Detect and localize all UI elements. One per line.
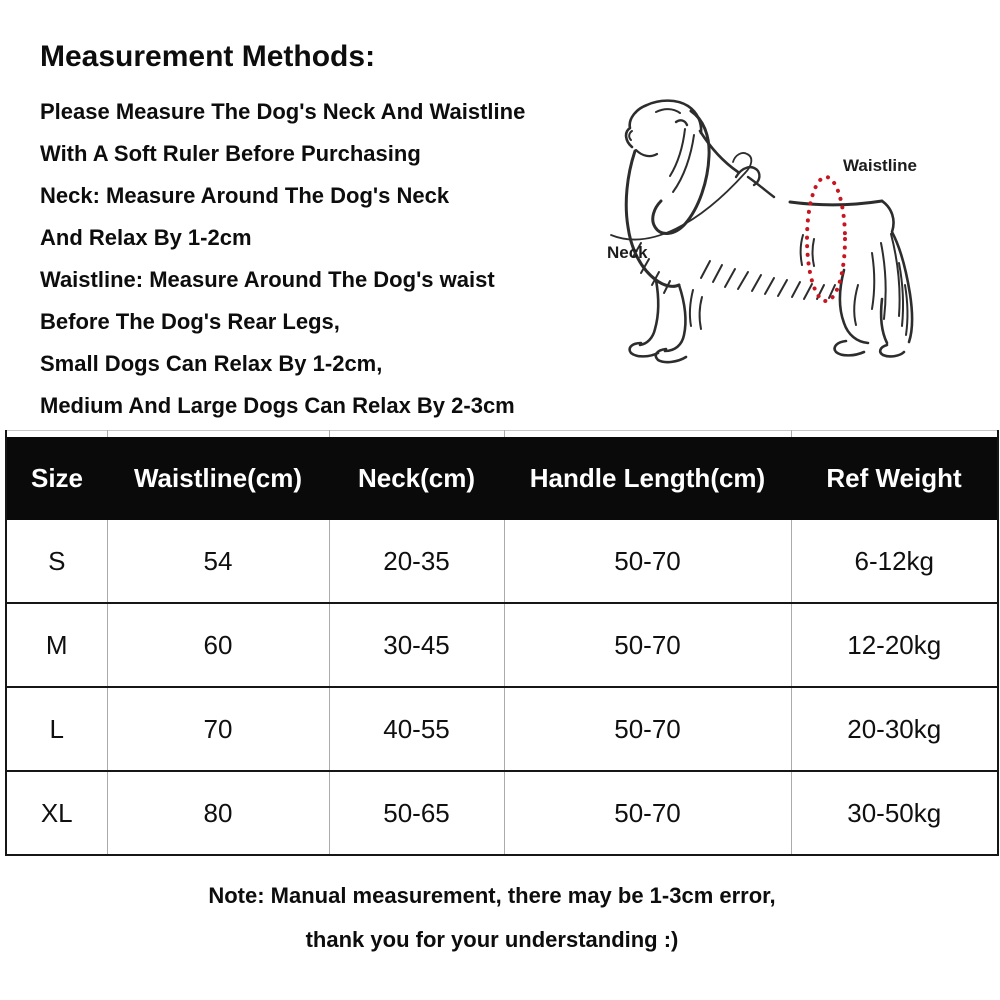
instruction-line: Waistline: Measure Around The Dog's waist: [40, 267, 495, 292]
table-header-neck: Neck(cm): [329, 437, 504, 520]
table-cell: 30-45: [329, 603, 504, 687]
table-header-handle-length: Handle Length(cm): [504, 437, 791, 520]
table-row-xl: [6, 771, 998, 855]
note-line: Note: Manual measurement, there may be 1-3cm error,: [208, 883, 776, 908]
table-cell: 30-50kg: [791, 771, 998, 855]
table-header-waistline: Waistline(cm): [107, 437, 329, 520]
table-header-ref-weight: Ref Weight: [791, 437, 998, 520]
table-cell: 70: [107, 687, 329, 771]
instruction-line: Medium And Large Dogs Can Relax By 2-3cm: [40, 393, 515, 418]
table-cell: 6-12kg: [791, 520, 998, 603]
table-cell: S: [6, 520, 107, 603]
table-row-s: [6, 520, 998, 603]
page-title: Measurement Methods:: [40, 40, 376, 73]
table-cell: M: [6, 603, 107, 687]
size-chart-table: [5, 430, 999, 856]
table-cell: XL: [6, 771, 107, 855]
table-cell: 40-55: [329, 687, 504, 771]
table-row-m: [6, 603, 998, 687]
note-line: thank you for your understanding :): [305, 927, 679, 952]
table-cell: 50-70: [504, 520, 791, 603]
instruction-line: Neck: Measure Around The Dog's Neck: [40, 183, 450, 208]
neck-label: Neck: [607, 243, 648, 262]
note-text: [0, 874, 984, 962]
table-cell: 80: [107, 771, 329, 855]
table-cell: 12-20kg: [791, 603, 998, 687]
waistline-ellipse-marker: [807, 177, 845, 301]
instruction-line: Please Measure The Dog's Neck And Waistline: [40, 99, 526, 124]
instruction-line: And Relax By 1-2cm: [40, 225, 252, 250]
waistline-label: Waistline: [843, 156, 917, 175]
measurement-instructions: [40, 91, 525, 427]
table-cell: 50-70: [504, 771, 791, 855]
table-cell: 50-70: [504, 603, 791, 687]
table-cell: 54: [107, 520, 329, 603]
table-cell: L: [6, 687, 107, 771]
table-cell: 20-30kg: [791, 687, 998, 771]
table-cell: 50-70: [504, 687, 791, 771]
table-header-row: [6, 437, 998, 520]
instruction-line: With A Soft Ruler Before Purchasing: [40, 141, 421, 166]
instruction-line: Small Dogs Can Relax By 1-2cm,: [40, 351, 383, 376]
instruction-line: Before The Dog's Rear Legs,: [40, 309, 340, 334]
table-row-l: [6, 687, 998, 771]
table-cell: 20-35: [329, 520, 504, 603]
table-cell: 60: [107, 603, 329, 687]
dog-measurement-figure: [598, 85, 1000, 385]
table-cell: 50-65: [329, 771, 504, 855]
dog-sketch-illustration: [598, 85, 1000, 385]
table-header-size: Size: [6, 437, 107, 520]
